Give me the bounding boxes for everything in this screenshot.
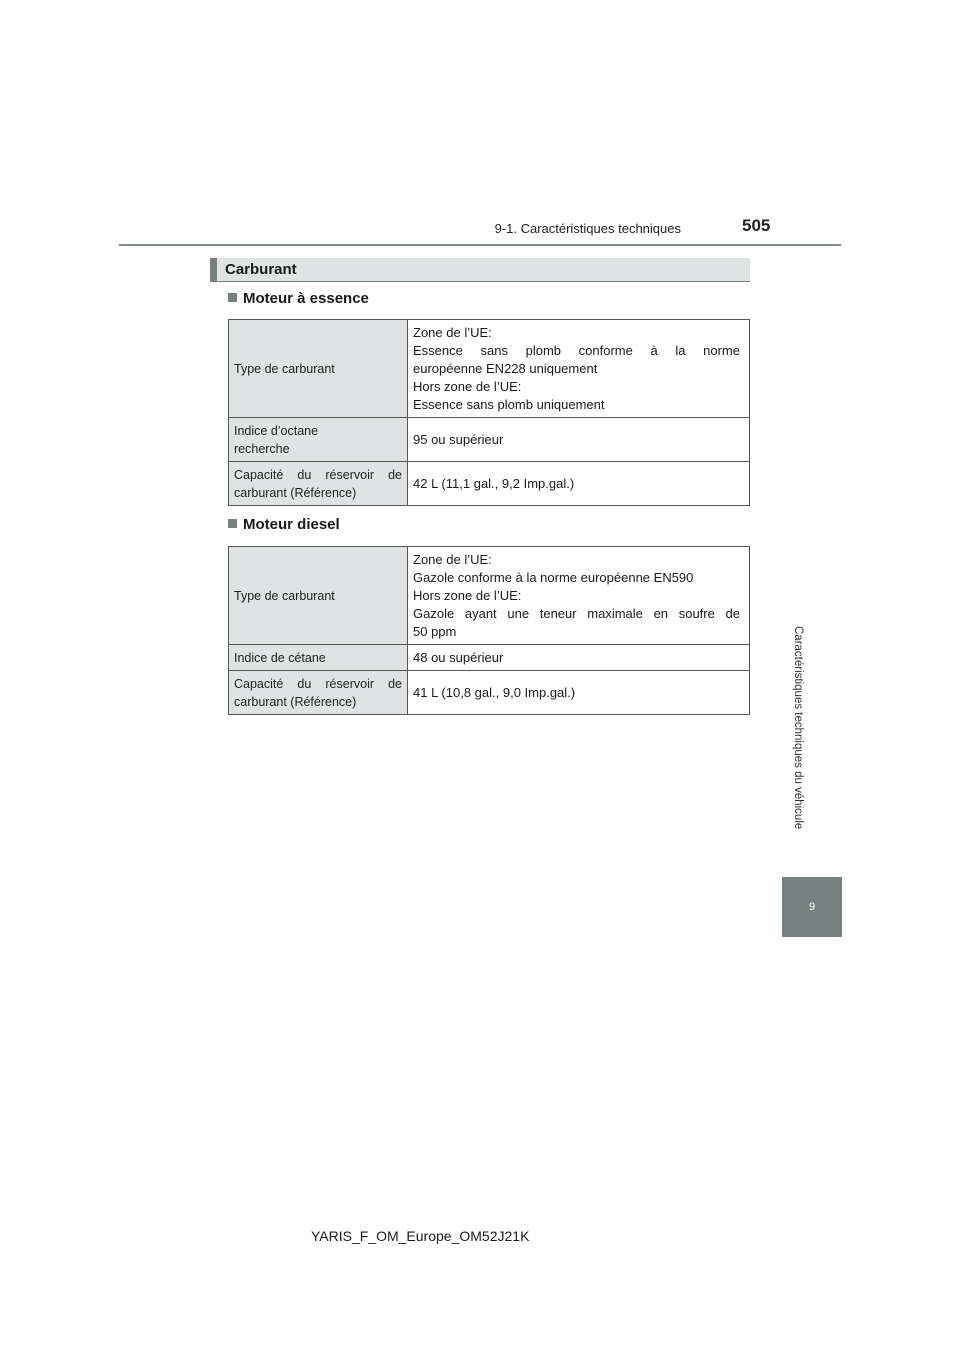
diesel-spec-table bbox=[228, 546, 750, 715]
petrol-spec-table bbox=[228, 319, 750, 506]
table-row bbox=[229, 547, 750, 645]
section-header: 9-1. Caractéristiques techniques bbox=[494, 221, 681, 236]
chapter-side-label: Caractéristiques techniques du véhicule bbox=[792, 626, 804, 830]
row-value: Zone de l’UE: Essence sans plomb conforme à la norme européenne EN228 uniquement Hors zone de l’UE: Essence sans plomb uniquement bbox=[408, 320, 750, 418]
petrol-heading: Moteur à essence bbox=[228, 290, 369, 307]
document-footer: YARIS_F_OM_Europe_OM52J21K bbox=[311, 1228, 530, 1244]
row-label: Capacité du réservoir de carburant (Référence) bbox=[229, 671, 408, 715]
row-value: Zone de l’UE: Gazole conforme à la norme européenne EN590 Hors zone de l’UE: Gazole ayant une teneur maximale en soufre de 50 ppm bbox=[408, 547, 750, 645]
row-label: Indice d’octane recherche bbox=[229, 418, 408, 462]
square-bullet-icon bbox=[228, 293, 237, 302]
header-divider bbox=[119, 244, 841, 246]
row-value: 95 ou supérieur bbox=[408, 418, 750, 462]
row-value: 41 L (10,8 gal., 9,0 Imp.gal.) bbox=[408, 671, 750, 715]
table-row bbox=[229, 418, 750, 462]
row-label: Capacité du réservoir de carburant (Référence) bbox=[229, 462, 408, 506]
row-label: Type de carburant bbox=[229, 547, 408, 645]
chapter-number-tab: 9 bbox=[782, 877, 842, 937]
section-title: Carburant bbox=[210, 258, 750, 282]
table-row bbox=[229, 462, 750, 506]
square-bullet-icon bbox=[228, 519, 237, 528]
row-label: Type de carburant bbox=[229, 320, 408, 418]
table-row bbox=[229, 320, 750, 418]
row-label: Indice de cétane bbox=[229, 645, 408, 671]
page-number: 505 bbox=[742, 216, 771, 235]
table-row bbox=[229, 645, 750, 671]
row-value: 42 L (11,1 gal., 9,2 Imp.gal.) bbox=[408, 462, 750, 506]
diesel-heading: Moteur diesel bbox=[228, 516, 340, 533]
table-row bbox=[229, 671, 750, 715]
row-value: 48 ou supérieur bbox=[408, 645, 750, 671]
